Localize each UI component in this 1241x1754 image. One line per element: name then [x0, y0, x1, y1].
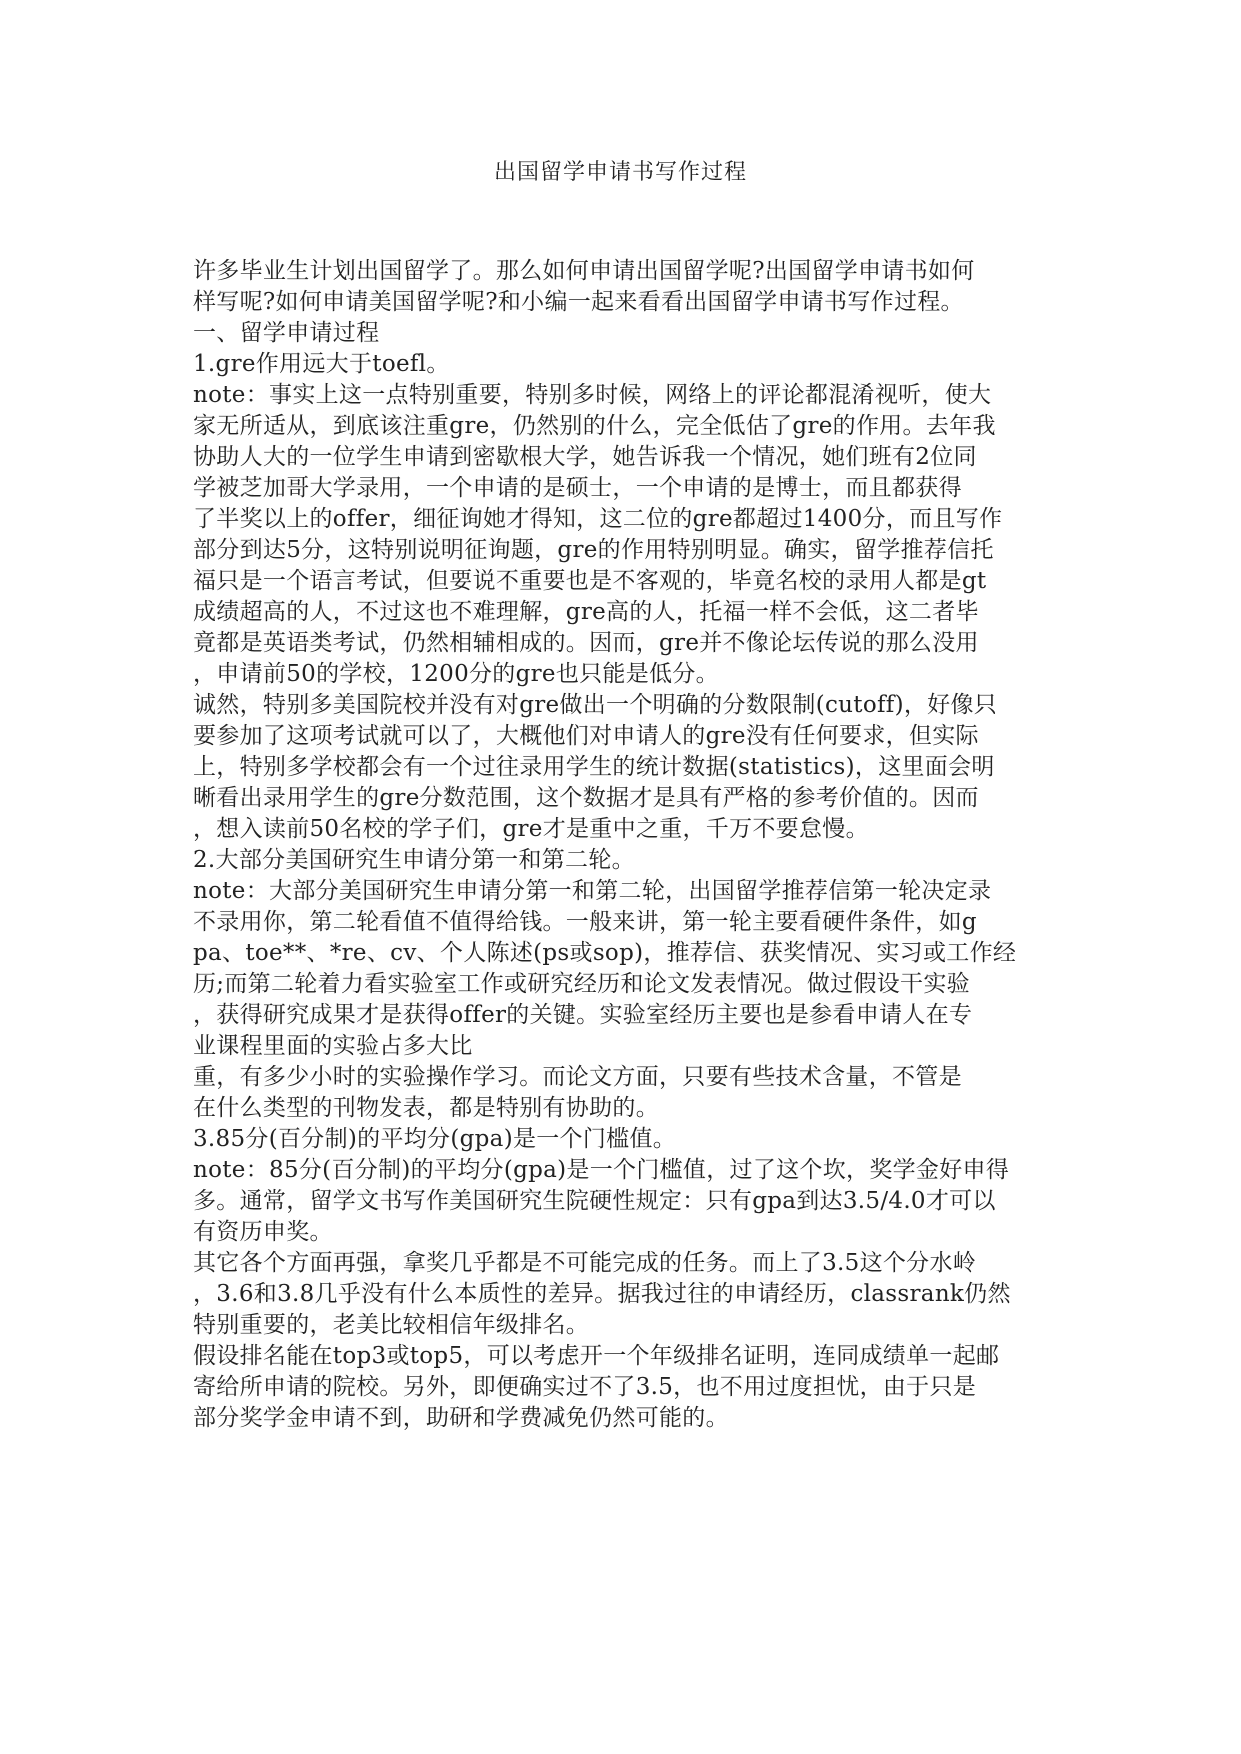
body-line: 不录用你，第二轮看值不值得给钱。一般来讲，第一轮主要看硬件条件，如g — [193, 909, 977, 935]
body-line: 部分奖学金申请不到，助研和学费减免仍然可能的。 — [193, 1405, 729, 1431]
body-line: 学被芝加哥大学录用，一个申请的是硕士，一个申请的是博士，而且都获得 — [193, 475, 962, 501]
body-line: 要参加了这项考试就可以了，大概他们对申请人的gre没有任何要求，但实际 — [193, 723, 979, 749]
body-line: 成绩超高的人，不过这也不难理解，gre高的人，托福一样不会低，这二者毕 — [193, 599, 979, 625]
body-line: 其它各个方面再强，拿奖几乎都是不可能完成的任务。而上了3.5这个分水岭 — [193, 1250, 977, 1276]
body-line: ，想入读前50名校的学子们，gre才是重中之重，千万不要怠慢。 — [193, 816, 869, 842]
section-heading: 一、留学申请过程 — [193, 320, 380, 346]
body-line: 了半奖以上的offer，细征询她才得知，这二位的gre都超过1400分，而且写作 — [193, 506, 1003, 532]
body-line: pa、toe**、*re、cv、个人陈述(ps或sop)，推荐信、获奖情况、实习或工作经 — [193, 940, 1017, 966]
body-line: 在什么类型的刊物发表，都是特别有协助的。 — [193, 1095, 659, 1121]
body-line: note：85分(百分制)的平均分(gpa)是一个门槛值，过了这个坎，奖学金好申得 — [193, 1157, 1010, 1183]
body-line: 历;而第二轮着力看实验室工作或研究经历和论文发表情况。做过假设干实验 — [193, 971, 970, 997]
body-line: 特别重要的，老美比较相信年级排名。 — [193, 1312, 590, 1338]
body-line: 多。通常，留学文书写作美国研究生院硬性规定：只有gpa到达3.5/4.0才可以 — [193, 1188, 996, 1214]
body-line: 有资历申奖。 — [193, 1219, 333, 1245]
body-line: ，申请前50的学校，1200分的gre也只能是低分。 — [193, 661, 719, 687]
body-line: 竟都是英语类考试，仍然相辅相成的。因而，gre并不像论坛传说的那么没用 — [193, 630, 979, 656]
body-line: note：事实上这一点特别重要，特别多时候，网络上的评论都混淆视听，使大 — [193, 382, 992, 408]
body-line: ，获得研究成果才是获得offer的关键。实验室经历主要也是参看申请人在专 — [193, 1002, 973, 1028]
document-body — [193, 256, 1043, 1434]
body-line: 业课程里面的实验占多大比 — [193, 1033, 473, 1059]
point-heading: 2.大部分美国研究生申请分第一和第二轮。 — [193, 847, 635, 873]
body-line: 家无所适从，到底该注重gre，仍然别的什么，完全低估了gre的作用。去年我 — [193, 413, 996, 439]
body-line: 假设排名能在top3或top5，可以考虑开一个年级排名证明，连同成绩单一起邮 — [193, 1343, 1000, 1369]
body-line: 寄给所申请的院校。另外，即便确实过不了3.5，也不用过度担忧，由于只是 — [193, 1374, 977, 1400]
body-line: 晰看出录用学生的gre分数范围，这个数据才是具有严格的参考价值的。因而 — [193, 785, 979, 811]
body-line: 上，特别多学校都会有一个过往录用学生的统计数据(statistics)，这里面会明 — [193, 754, 995, 780]
body-line: 部分到达5分，这特别说明征询题，gre的作用特别明显。确实，留学推荐信托 — [193, 537, 994, 563]
body-line: ，3.6和3.8几乎没有什么本质性的差异。据我过往的申请经历，classrank仍然 — [193, 1281, 1011, 1307]
body-line: 重，有多少小时的实验操作学习。而论文方面，只要有些技术含量，不管是 — [193, 1064, 962, 1090]
body-line: 诚然，特别多美国院校并没有对gre做出一个明确的分数限制(cutoff)，好像只 — [193, 692, 998, 718]
body-line: 协助人大的一位学生申请到密歇根大学，她告诉我一个情况，她们班有2位同 — [193, 444, 977, 470]
point-heading: 3.85分(百分制)的平均分(gpa)是一个门槛值。 — [193, 1126, 677, 1152]
body-line: 许多毕业生计划出国留学了。那么如何申请出国留学呢?出国留学申请书如何 — [193, 258, 975, 284]
body-line: 福只是一个语言考试，但要说不重要也是不客观的，毕竟名校的录用人都是gt — [193, 568, 987, 594]
body-line: 样写呢?如何申请美国留学呢?和小编一起来看看出国留学申请书写作过程。 — [193, 289, 964, 315]
point-heading: 1.gre作用远大于toefl。 — [193, 351, 450, 377]
document-title: 出国留学申请书写作过程 — [493, 160, 747, 185]
body-line: note：大部分美国研究生申请分第一和第二轮，出国留学推荐信第一轮决定录 — [193, 878, 992, 904]
